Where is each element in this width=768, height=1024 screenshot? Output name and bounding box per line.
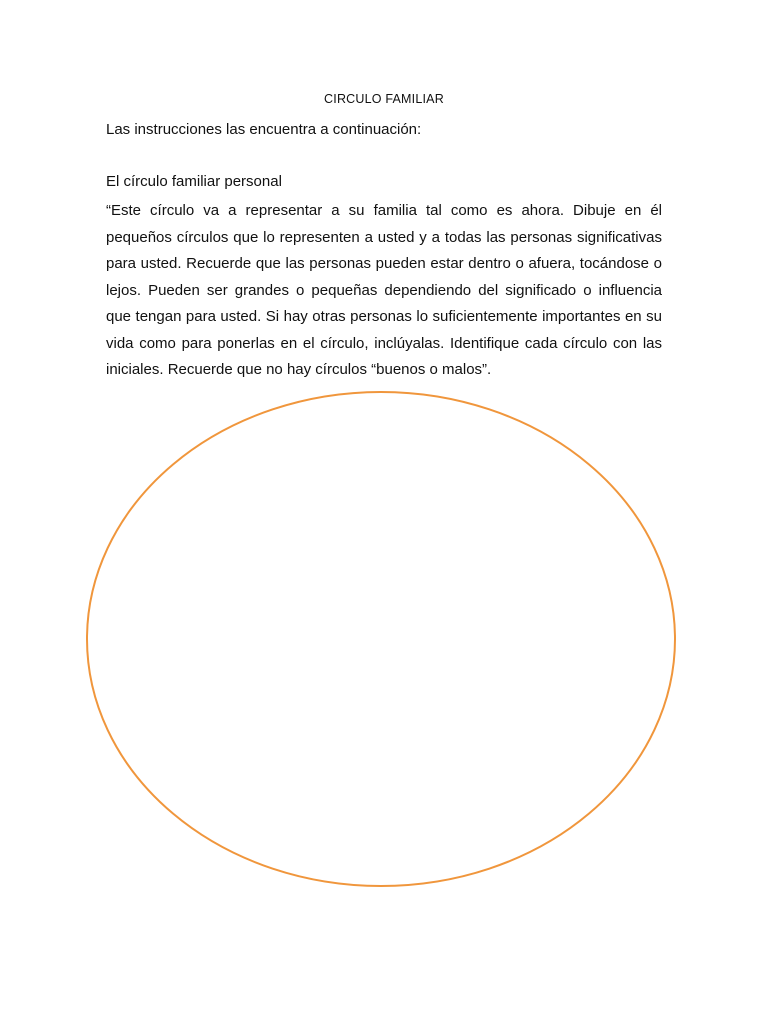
- intro-text: Las instrucciones las encuentra a continuación:: [106, 121, 422, 138]
- family-circle-drawing: [82, 388, 680, 890]
- document-title: CIRCULO FAMILIAR: [324, 92, 444, 106]
- section-heading: El círculo familiar personal: [106, 173, 282, 190]
- instructions-paragraph: “Este círculo va a representar a su familia tal como es ahora. Dibuje en él pequeños círculos que lo representen a usted y a todas las personas significativas para usted. Recuerde que las personas pueden estar dentro o afuera, tocándose o lejos. Pueden ser grandes o pequeñas dependiendo del significado o influencia que tengan para usted. Si hay otras personas lo suficientemente importantes en su vida como para ponerlas en el círculo, inclúyalas. Identifique cada círculo con las iniciales. Recuerde que no hay círculos “buenos o malos”.: [106, 202, 662, 378]
- family-circle-ellipse: [87, 392, 675, 886]
